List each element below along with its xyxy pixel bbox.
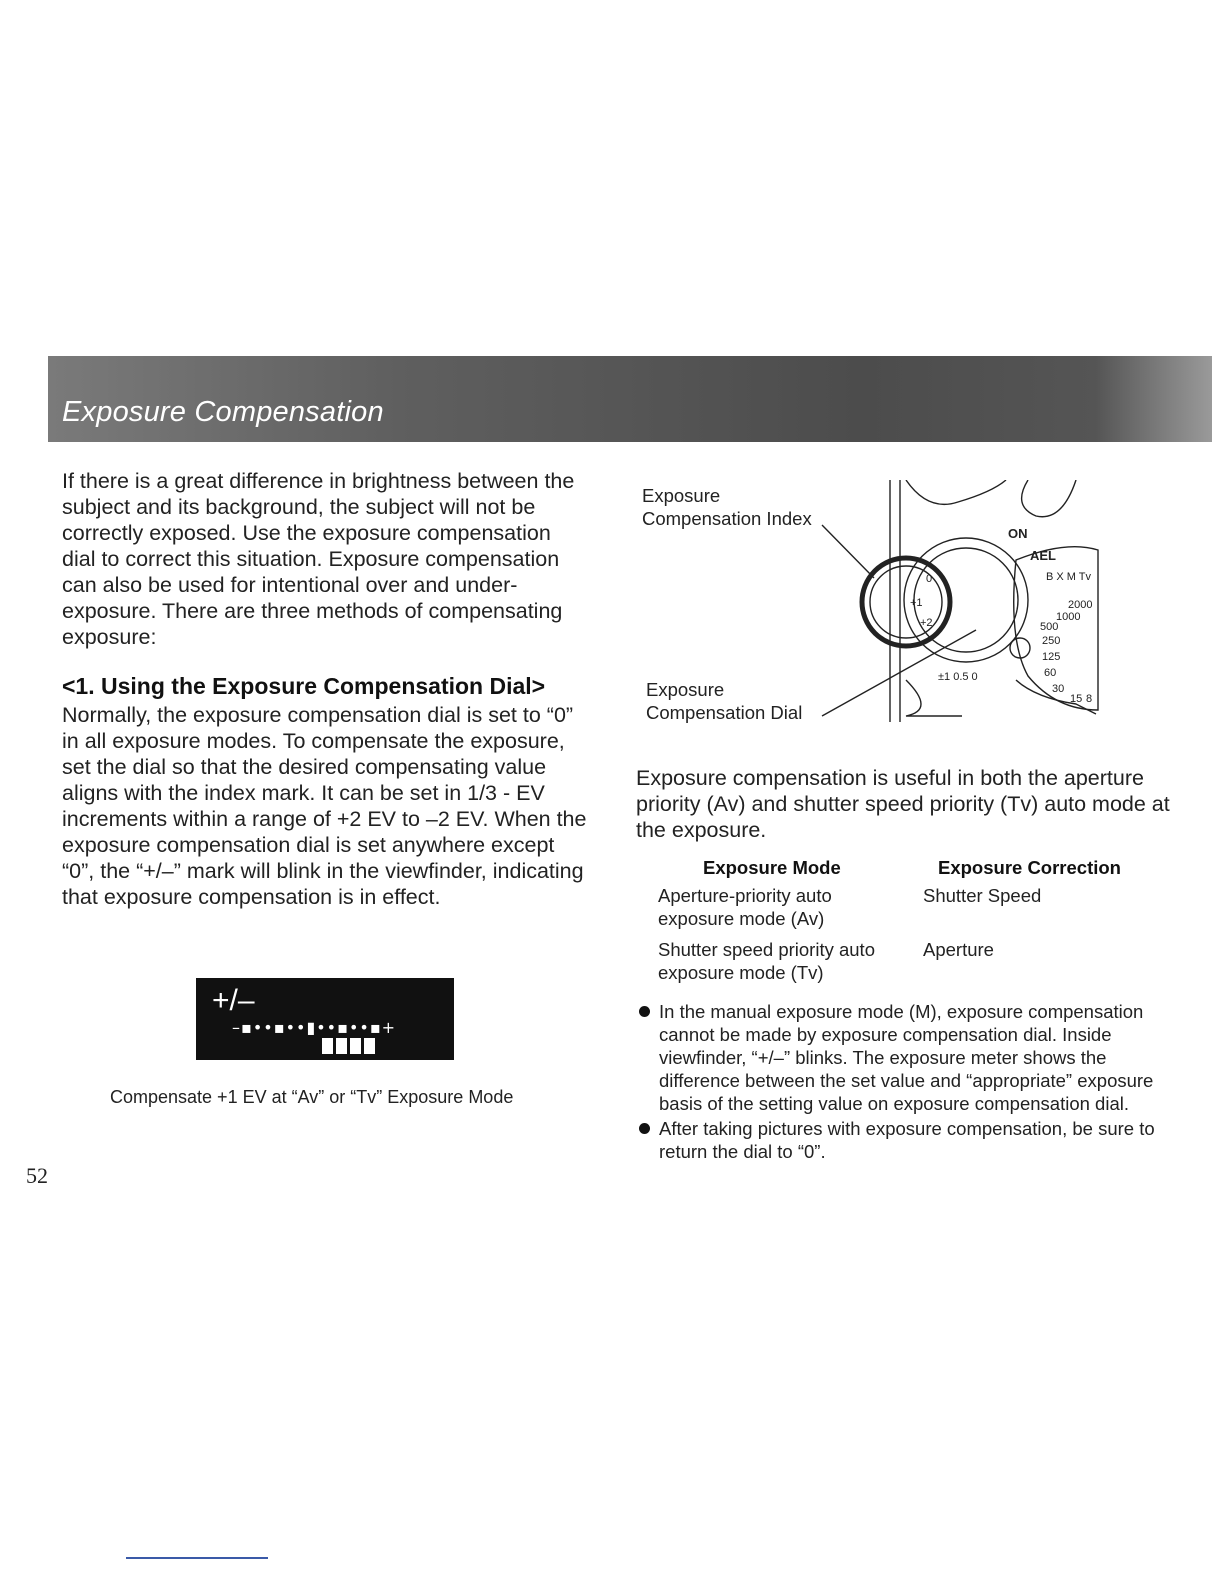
speed-125: 125 [1042, 651, 1061, 663]
page-number: 52 [26, 1163, 48, 1188]
table-header-correction: Exposure Correction [938, 857, 1121, 878]
bullet-icon [639, 1006, 650, 1017]
dial-mark-0: 0 [926, 573, 933, 585]
bullet-icon [639, 1123, 650, 1134]
speed-15: 15 [1070, 693, 1083, 705]
speed-30: 30 [1052, 683, 1065, 695]
dial-drawing [636, 480, 1106, 742]
list-item [636, 1000, 1176, 1115]
plus-minus-indicator: +/– [212, 984, 255, 1017]
table-row-1-correction: Shutter Speed [923, 885, 1042, 906]
speed-1000: 1000 [1056, 611, 1081, 623]
exposure-bars [322, 1038, 376, 1054]
dial-scale: ±1 0.5 0 [938, 671, 978, 683]
speed-250: 250 [1042, 635, 1061, 647]
dial-paragraph: Normally, the exposure compensation dial is set to “0” in all exposure modes. To compensate the exposure, set the dial so that the desired compensating value aligns with the index mark. It can be set in 1/3 - EV increments within a range of +2 EV to –2 EV. When the exposure compensation dial is set anywhere except “0”, the “+/–” mark will blink in the viewfinder, indicating that exposure compensation is in effect. [62, 703, 587, 909]
speed-60: 60 [1044, 667, 1057, 679]
footer-rule [126, 1557, 268, 1559]
mode-labels: B X M Tv [1046, 571, 1092, 583]
speed-500: 500 [1040, 621, 1059, 633]
bullet-text-1: In the manual exposure mode (M), exposure compensation cannot be made by exposure compensation dial. Inside viewfinder, “+/–” blinks. The exposure meter shows the difference between the set value and “appropriate” exposure basis of the setting value on exposure compensation dial. [659, 1001, 1154, 1114]
dial-mark-plus1: +1 [910, 597, 923, 609]
speed-2000: 2000 [1068, 599, 1093, 611]
left-column [62, 468, 590, 910]
dial-heading: <1. Using the Exposure Compensation Dial> [62, 673, 546, 699]
figure-caption: Compensate +1 EV at “Av” or “Tv” Exposure Mode [110, 1087, 514, 1107]
label-index-line2: Compensation Index [642, 508, 812, 529]
table-header-mode: Exposure Mode [703, 857, 841, 878]
label-dial-line1: Exposure [646, 679, 725, 700]
section-title: Exposure Compensation [62, 396, 384, 428]
exposure-scale: –▪••▪••▮••▪••▪+ [232, 1018, 397, 1037]
notes-list [636, 1000, 1176, 1165]
label-dial-line2: Compensation Dial [646, 702, 803, 723]
on-label: ON [1008, 526, 1028, 541]
dial-mark-plus2: +2 [920, 617, 933, 629]
right-paragraph: Exposure compensation is useful in both the aperture priority (Av) and shutter speed priority (Tv) auto mode at the exposure. [636, 766, 1170, 842]
viewfinder-display [196, 978, 454, 1060]
table-row-2-correction: Aperture [923, 939, 994, 960]
list-item [636, 1117, 1176, 1163]
label-index-line1: Exposure [642, 485, 721, 506]
speed-8: 8 [1086, 693, 1093, 705]
table-row-1-mode: Aperture-priority auto exposure mode (Av) [658, 885, 832, 929]
table-row-2-mode: Shutter speed priority auto exposure mode (Tv) [658, 939, 875, 983]
intro-paragraph: If there is a great difference in brightness between the subject and its background, the subject will not be correctly exposed. Use the exposure compensation dial to correct this situation. Exposure compensation can also be used for intentional over and under-exposure. There are three methods of compensating exposure: [62, 469, 575, 649]
camera-dial-diagram [636, 480, 1106, 742]
ael-label: AEL [1030, 548, 1056, 563]
bullet-text-2: After taking pictures with exposure compensation, be sure to return the dial to “0”. [659, 1118, 1155, 1162]
